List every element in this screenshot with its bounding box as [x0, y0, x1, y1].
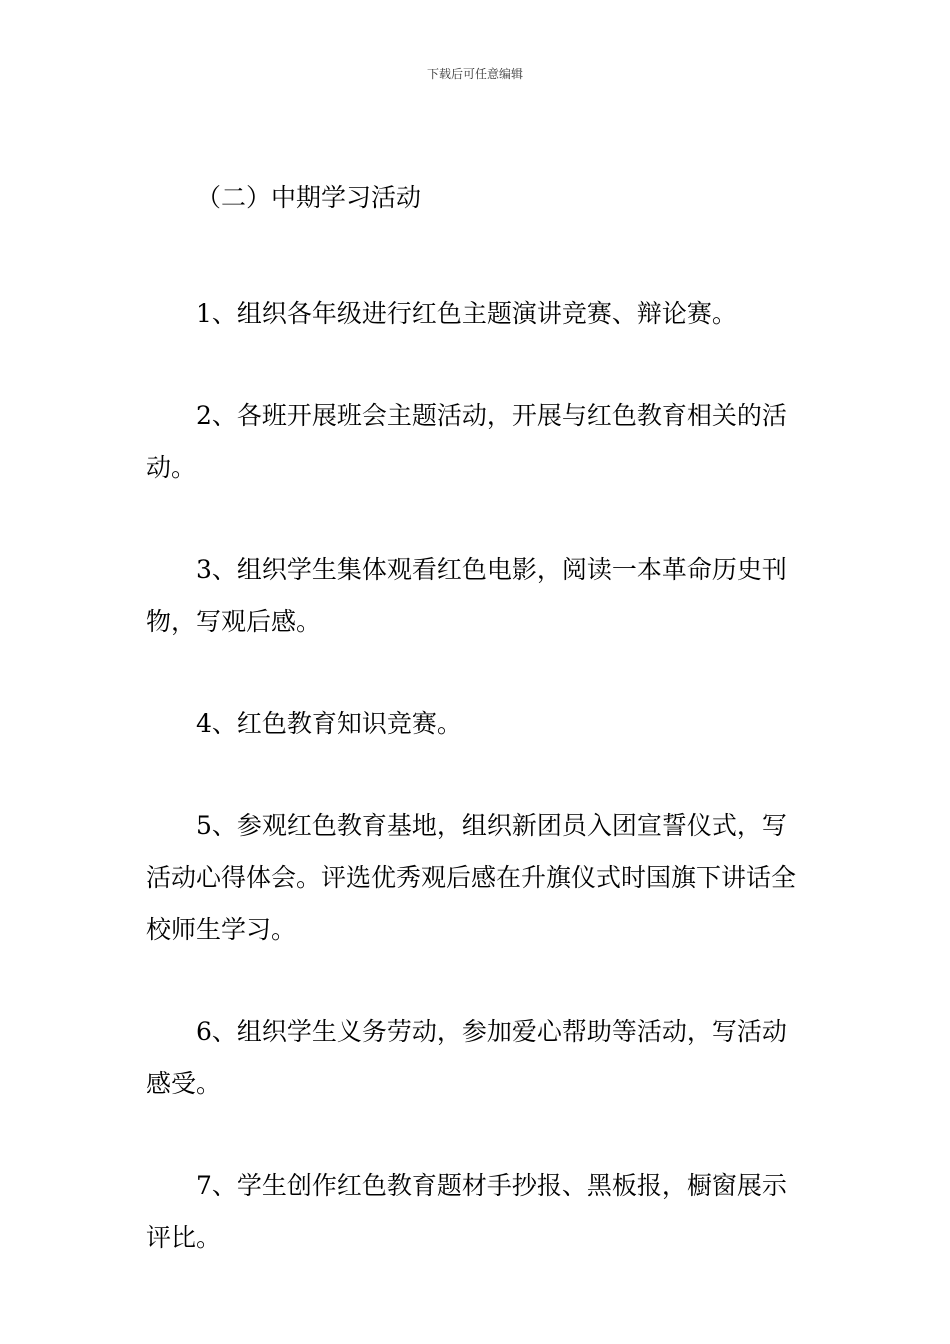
list-item-1: 1、组织各年级进行红色主题演讲竞赛、辩论赛。: [196, 299, 737, 328]
page-header-note: 下载后可任意编辑: [426, 67, 523, 81]
document-body: [146, 180, 808, 1314]
list-item-3: 3、组织学生集体观看红色电影，阅读一本革命历史刊物，写观后感。: [146, 555, 787, 636]
list-item-7: 7、学生创作红色教育题材手抄报、黑板报，橱窗展示评比。: [146, 1171, 787, 1252]
section-heading: （二）中期学习活动: [196, 183, 422, 212]
list-item-4: 4、红色教育知识竞赛。: [196, 709, 462, 738]
list-item-6: 6、组织学生义务劳动，参加爱心帮助等活动，写活动感受。: [146, 1017, 787, 1098]
list-item-2: 2、各班开展班会主题活动，开展与红色教育相关的活动。: [146, 401, 787, 482]
list-item-5: 5、参观红色教育基地，组织新团员入团宣誓仪式，写活动心得体会。评选优秀观后感在升旗仪式时国旗下讲话全校师生学习。: [146, 811, 797, 944]
